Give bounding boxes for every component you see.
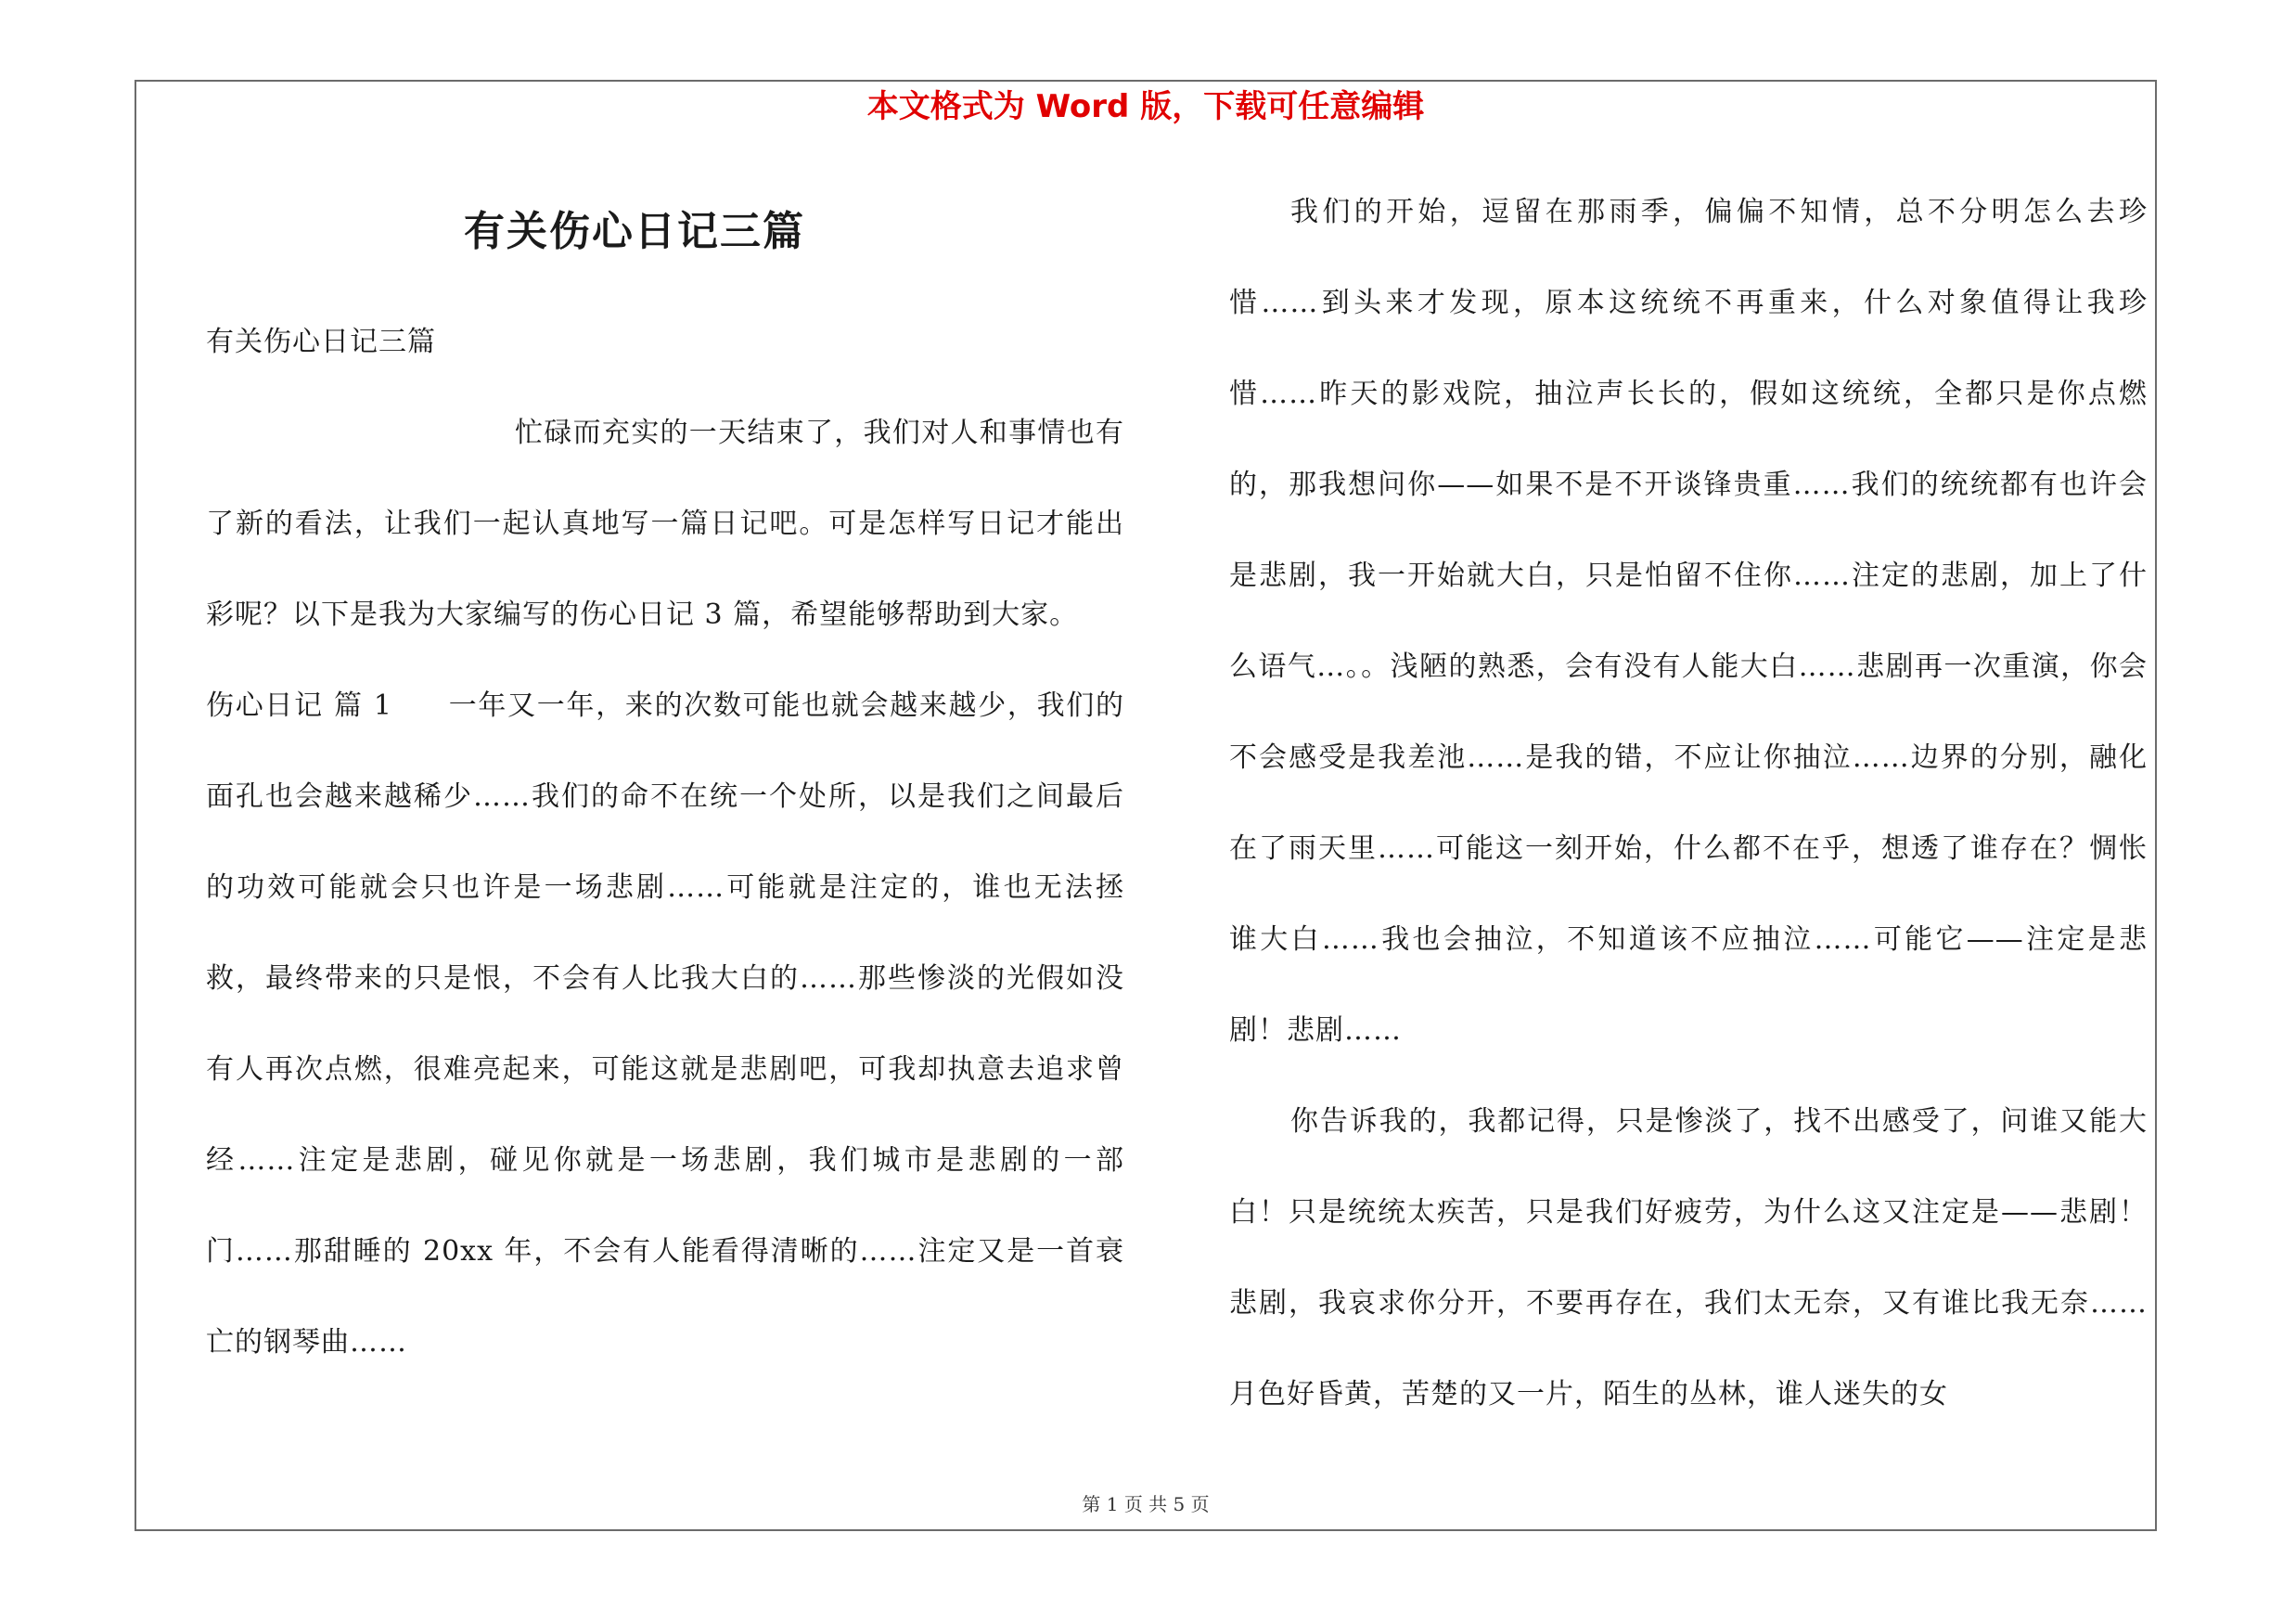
entry-1-label: 伤心日记 篇 1 [206, 689, 393, 722]
right-paragraph-2: 你告诉我的，我都记得，只是惨淡了，找不出感受了，问谁又能大白！只是统统太疾苦，只是我们好疲劳，为什么这又注定是——悲剧！悲剧，我哀求你分开，不要再存在，我们太无奈，又有谁比我无奈……月色好昏黄，苦楚的又一片，陌生的丛林，谁人迷失的女 [1229, 1105, 2148, 1410]
document-title: 有关伤心日记三篇 [464, 208, 805, 255]
entry-1-text: 一年又一年，来的次数可能也就会越来越少，我们的面孔也会越来越稀少……我们的命不在统一个处所，以是我们之间最后的功效可能就会只也许是一场悲剧……可能就是注定的，谁也无法拯救，最终带来的只是恨，不会有人比我大白的……那些惨淡的光假如没有人再次点燃，很难亮起来，可能这就是悲剧吧，可我却执意去追求曾经……注定是悲剧，碰见你就是一场悲剧，我们城市是悲剧的一部门……那甜睡的 20xx 年，不会有人能看得清晰的……注定又是一首衰亡的钢琴曲…… [206, 689, 1124, 1359]
left-column [206, 186, 1124, 1388]
page-footer: 第 1 页 共 5 页 [1082, 1493, 1210, 1515]
document-subtitle: 有关伤心日记三篇 [206, 326, 436, 358]
intro-paragraph: 忙碌而充实的一天结束了，我们对人和事情也有了新的看法，让我们一起认真地写一篇日记吧。可是怎样写日记才能出彩呢？以下是我为大家编写的伤心日记 3 篇，希望能够帮助到大家。 [206, 417, 1124, 631]
right-column [1229, 167, 2148, 1440]
right-paragraph-1: 我们的开始，逗留在那雨季，偏偏不知情，总不分明怎么去珍惜……到头来才发现，原本这统统不再重来，什么对象值得让我珍惜……昨天的影戏院，抽泣声长长的，假如这统统，全都只是你点燃的，那我想问你——如果不是不开谈锋贵重……我们的统统都有也许会是悲剧，我一开始就大白，只是怕留不住你……注定的悲剧，加上了什么语气…。。浅陋的熟悉，会有没有人能大白……悲剧再一次重演，你会不会感受是我差池……是我的错，不应让你抽泣……边界的分别，融化在了雨天里……可能这一刻开始，什么都不在乎，想透了谁存在？惆怅谁大白……我也会抽泣，不知道该不应抽泣……可能它——注定是悲剧！悲剧…… [1229, 196, 2148, 1047]
word-format-banner: 本文格式为 Word 版，下载可任意编辑 [866, 88, 1425, 125]
entry-1-paragraph [206, 661, 1124, 1388]
